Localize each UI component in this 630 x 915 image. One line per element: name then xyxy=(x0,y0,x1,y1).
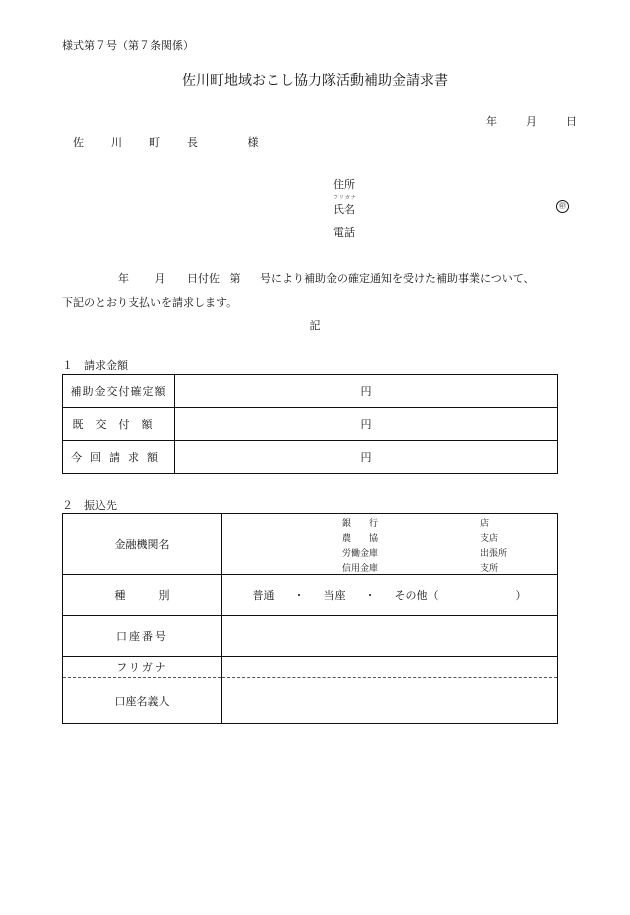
holder-furigana-label: フリガナ xyxy=(63,657,222,678)
branch-kind: 出張所 xyxy=(480,549,508,559)
amount-input-request[interactable]: 円 xyxy=(175,441,558,474)
text-rest: 号により補助金の確定通知を受けた補助事業について、 xyxy=(260,272,535,285)
account-type-field[interactable] xyxy=(222,575,558,616)
type-separator: ・ xyxy=(293,589,305,602)
address-label: 住所 xyxy=(333,178,355,191)
branch-kind: 支所 xyxy=(480,564,499,574)
text-no: 第 xyxy=(229,272,241,285)
table-row xyxy=(63,408,558,441)
name-label: 氏名 xyxy=(333,203,355,216)
bank-kind: 農 協 xyxy=(342,534,379,544)
account-type-label: 種 別 xyxy=(63,575,222,616)
account-number-field[interactable] xyxy=(222,616,558,657)
date-month: 月 xyxy=(526,115,537,128)
table-row xyxy=(63,616,558,657)
seal-icon: ㊞ xyxy=(556,200,569,213)
amount-label: 既交付額 xyxy=(63,408,175,441)
request-text-line1 xyxy=(62,270,572,286)
amount-label: 補助金交付確定額 xyxy=(63,375,175,408)
bank-kind: 銀 行 xyxy=(342,519,379,529)
account-number-label: 口座番号 xyxy=(63,616,222,657)
name-furigana-label: フリガナ xyxy=(333,195,357,201)
table-row xyxy=(63,375,558,408)
bank-kind: 労働金庫 xyxy=(342,549,379,559)
text-month: 月 xyxy=(154,272,166,285)
amount-table xyxy=(62,374,558,474)
table-row xyxy=(63,514,558,575)
type-current[interactable]: 当座 xyxy=(323,589,346,602)
amount-label: 今回請求額 xyxy=(63,441,175,474)
tel-label: 電話 xyxy=(333,226,355,239)
amount-input-confirmed[interactable]: 円 xyxy=(175,375,558,408)
branch-kind: 支店 xyxy=(480,534,499,544)
date-day: 日 xyxy=(566,115,577,128)
bank-name-field[interactable] xyxy=(222,514,558,575)
text-day: 日付佐 xyxy=(187,272,220,285)
branch-kind: 店 xyxy=(480,519,490,529)
holder-furigana-field[interactable] xyxy=(222,657,558,678)
table-row xyxy=(63,441,558,474)
section1-heading: １ 請求金額 xyxy=(62,359,128,372)
section2-heading: ２ 振込先 xyxy=(62,499,117,512)
bank-label: 金融機関名 xyxy=(63,514,222,575)
transfer-table xyxy=(62,513,558,724)
date-line xyxy=(486,113,577,129)
amount-input-paid[interactable]: 円 xyxy=(175,408,558,441)
bank-kind: 信用金庫 xyxy=(342,564,379,574)
type-separator: ・ xyxy=(364,589,376,602)
addressee-name: 佐 川 町 長 xyxy=(73,136,206,149)
addressee-suffix: 様 xyxy=(247,136,259,149)
type-regular[interactable]: 普通 xyxy=(252,589,275,602)
ki-mark: 記 xyxy=(309,319,321,332)
text-year: 年 xyxy=(118,272,129,285)
request-text-line2: 下記のとおり支払いを請求します。 xyxy=(62,296,238,309)
type-other[interactable]: その他（ xyxy=(394,589,439,602)
account-holder-label: 口座名義人 xyxy=(63,678,222,724)
page-title: 佐川町地域おこし協力隊活動補助金請求書 xyxy=(182,73,448,89)
addressee xyxy=(73,134,259,150)
table-row xyxy=(63,657,558,678)
account-holder-field[interactable] xyxy=(222,678,558,724)
table-row xyxy=(63,575,558,616)
form-number: 様式第７号（第７条関係） xyxy=(62,39,194,52)
type-other-close: ） xyxy=(515,589,527,602)
date-year: 年 xyxy=(486,115,497,128)
table-row xyxy=(63,678,558,724)
